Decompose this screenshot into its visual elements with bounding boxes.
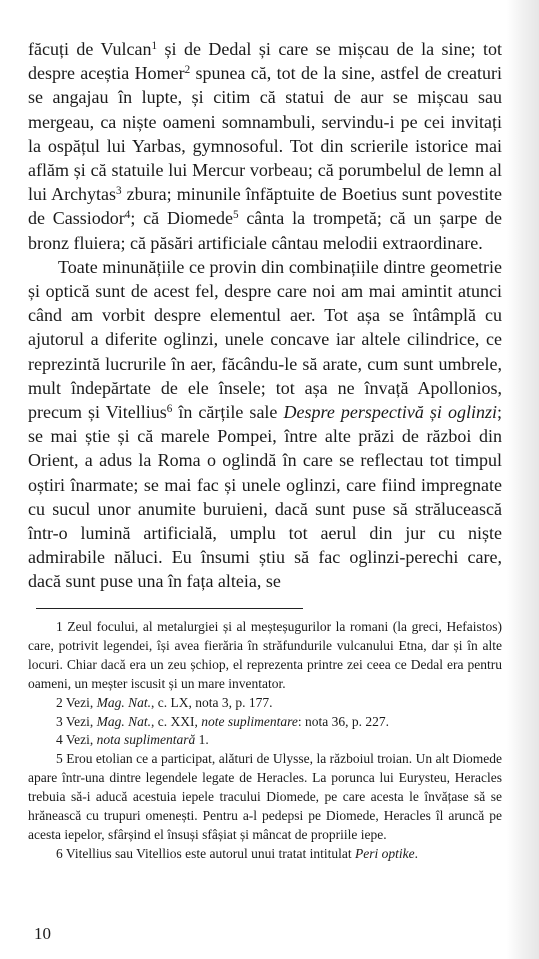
text-run: făcuți de Vulcan: [28, 39, 152, 59]
text-run: 6 Vitellius sau Vitellios este autorul unui tratat intitulat: [56, 845, 355, 861]
text-run: Mag. Nat.: [96, 694, 152, 710]
text-run: note suplimentare: [201, 713, 298, 729]
text-run: cânta la trompetă; că un șarpe de bronz fluiera; că păsări artificiale cântau melodii extraordinare.: [28, 208, 502, 253]
footnote-6: [28, 845, 502, 864]
paragraph-2: [28, 255, 502, 594]
text-run: 1.: [195, 732, 209, 748]
footnote-ref: 2: [184, 64, 191, 77]
book-title: Despre perspectivă și oglinzi: [283, 402, 497, 423]
footnote-2: [28, 694, 502, 713]
text-run: spunea că, tot de la sine, astfel de creaturi se angajau în lupte, și citim că statui de aur se mișcau sau mergeau, ca niște oameni somnambuli, servindu-i pe cei invitați la ospățul lui Yarbas, gymnosoful. Tot din scrierile istorice mai aflăm și că statuile lui Mercur vorbeau; că porumbelul de lemn al lui Archytas: [28, 63, 502, 205]
footnote-3: [28, 713, 502, 732]
text-run: ; că Diomede: [130, 208, 233, 229]
text-run: .: [414, 845, 418, 861]
paragraph-1: [28, 37, 502, 255]
footnotes: [28, 618, 502, 864]
page-number: 10: [34, 924, 51, 943]
footnote-divider: [36, 608, 303, 609]
footnote-5: 5 Erou etolian ce a participat, alături de Ulysse, la războiul troian. Un alt Diomede apare într-una dintre legendele legate de Heracles. La porunca lui Eurysteu, Heracles trebuia să-i aducă acestuia iepele tracului Diomede, pe care acesta le învățase să se hrănească cu trupuri omenești. Pentru a-l pedepsi pe Diomede, Heracles îl aruncă pe acesta iepelor, sfârșind el însuși sfâșiat și mâncat de propriile iepe.: [28, 751, 502, 842]
text-run: , c. LX, nota 3, p. 177.: [151, 694, 273, 710]
footnote-1: 1 Zeul focului, al metalurgiei și al meșteșugurilor la romani (la greci, Hefaistos) care, potrivit legendei, își avea fierăria în străfundurile vulcanului Etna, dar și în alte locuri. Chiar dacă era un zeu șchiop, el reprezenta printre zei ceea ce Dedal era pentru oameni, un meșter iscusit și un mare inventator.: [28, 619, 502, 691]
text-run: în cărțile sale: [172, 402, 284, 423]
text-run: Peri optike: [354, 845, 415, 861]
text-run: 3 Vezi,: [56, 713, 97, 729]
text-run: , c. XXI,: [151, 713, 202, 729]
text-run: și de Dedal și care se mișcau de la sine; tot despre aceștia Homer: [28, 39, 502, 84]
text-run: 2 Vezi,: [56, 694, 97, 710]
footnote-ref: 4: [124, 209, 131, 222]
text-run: Mag. Nat.: [96, 713, 152, 729]
footnote-ref: 5: [232, 209, 239, 222]
text-run: : nota 36, p. 227.: [297, 713, 389, 729]
main-text: [28, 37, 502, 594]
footnote-ref: 6: [166, 402, 173, 415]
text-run: nota suplimentară: [96, 732, 196, 748]
footnote-ref: 1: [151, 39, 158, 52]
text-run: Toate minunățiile ce provin din combinațiile dintre geometrie și optică sunt de acest fel, despre care noi am mai amintit atunci când am vorbit despre elementul aer. Tot așa se întâmplă cu ajutorul a diferite oglinzi, unele concave iar altele cilindrice, ce reprezintă lucrurile în aer, făcându-le să arate, cum sunt umbrele, mult îndepărtate de ele însele; tot așa ne învață Apollonios, precum și Vitellius: [28, 256, 502, 423]
footnote-ref: 3: [116, 185, 122, 198]
text-run: ; se mai știe și că marele Pompei, între alte prăzi de război din Orient, a adus la Roma o oglindă în care se reflectau tot timpul oștiri înarmate; se mai fac și unele oglinzi, care fiind impregnate cu sucul unor anumite buruieni, dacă sunt puse să strălucească într-o lumină artificială, umplu tot aerul din jur cu niște admirabile năluci. Eu însumi știu să fac oglinzi-perechi care, dacă sunt puse una în fața alteia, se: [28, 402, 502, 592]
text-run: 4 Vezi,: [56, 732, 97, 748]
text-run: zbura; minunile înfăptuite de Boetius sunt povestite de Cassiodor: [28, 184, 502, 229]
footnote-4: [28, 731, 502, 750]
